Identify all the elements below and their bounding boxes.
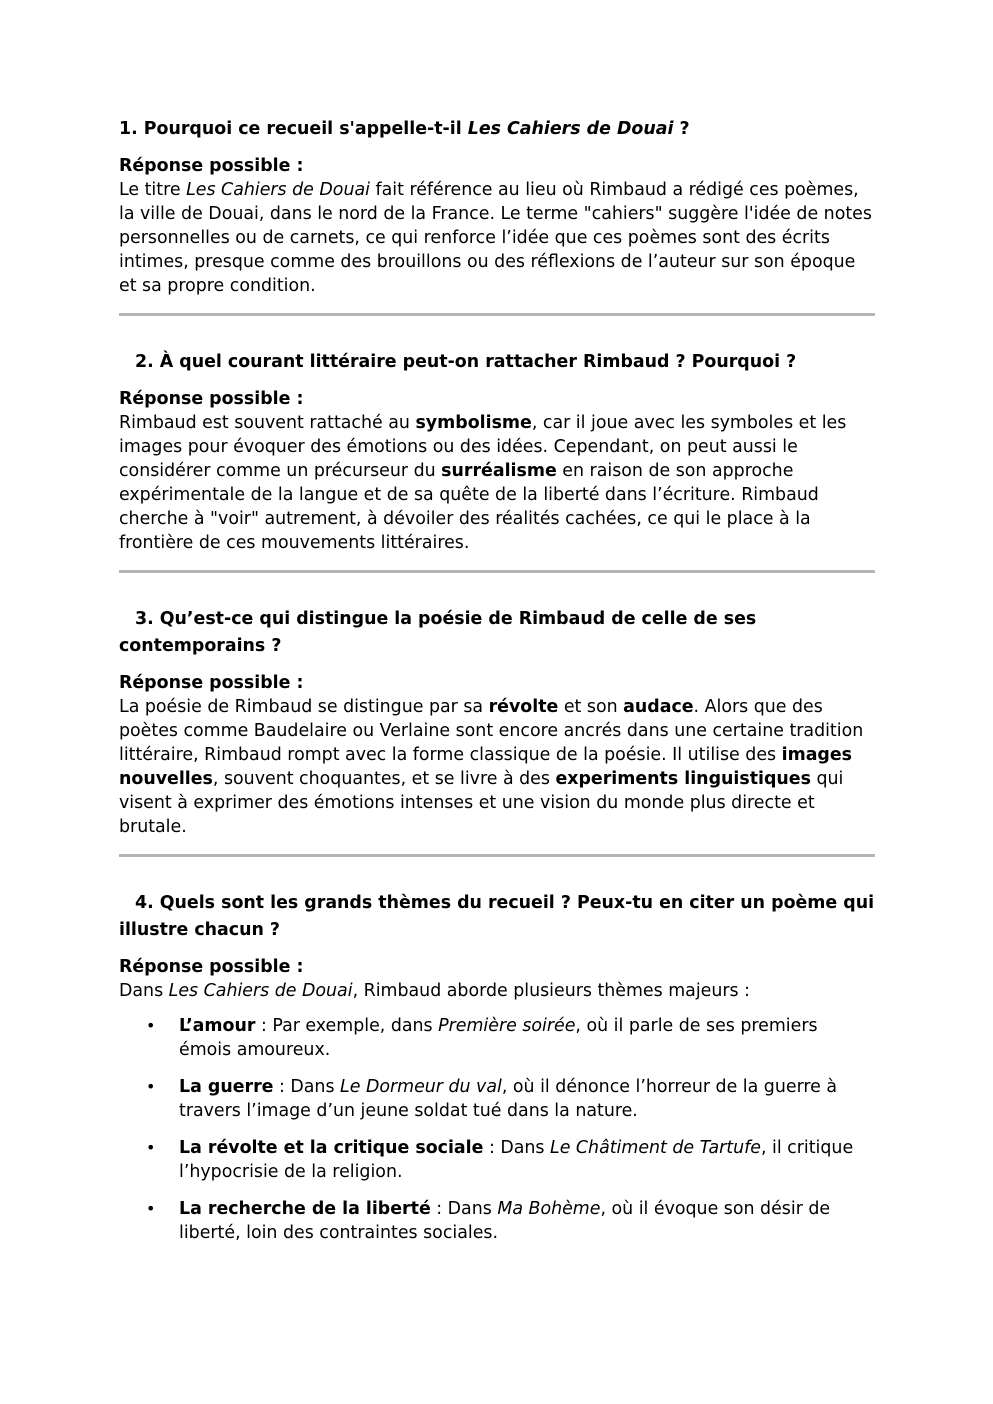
book-title: Les Cahiers de Douai — [467, 119, 674, 139]
answer-paragraph: Rimbaud est souvent rattaché au symbolisme, car il joue avec les symboles et les images pour évoquer des émotions ou des idées. Cependant, on peut aussi le considérer comme un précurseur du surréalisme en raison de son approche expérimentale de la langue et de sa quête de la liberté dans l’écriture. Rimbaud cherche à "voir" autrement, à dévoiler des réalités cachées, ce qui le place à la frontière de ces mouvements littéraires. — [119, 413, 847, 553]
document-page — [119, 116, 875, 1258]
question-section-2 — [119, 349, 875, 573]
list-item: • La révolte et la critique sociale : Dans Le Châtiment de Tartufe, il critique l’hypocrisie de la religion. — [146, 1138, 854, 1182]
question-text: ? — [673, 119, 690, 139]
keyword: révolte — [488, 697, 559, 717]
question-4-heading: 4. Quels sont les grands thèmes du recueil ? Peux-tu en citer un poème qui illustre chacun ? — [119, 893, 875, 940]
question-3-heading: 3. Qu’est-ce qui distingue la poésie de Rimbaud de celle de ses contemporains ? — [119, 609, 757, 656]
bullet-icon: • — [146, 1199, 156, 1218]
bullet-icon: • — [146, 1016, 156, 1035]
keyword: images nouvelles — [119, 745, 853, 789]
question-1-heading — [119, 116, 875, 143]
themes-list — [119, 1014, 875, 1245]
book-title: Les Cahiers de Douai — [186, 180, 370, 200]
answer-label: Réponse possible : — [119, 673, 304, 693]
bullet-icon: • — [146, 1138, 156, 1157]
question-section-4 — [119, 890, 875, 1245]
question-section-1 — [119, 116, 875, 316]
list-item: • L’amour : Par exemple, dans Première soirée, où il parle de ses premiers émois amoureux. — [146, 1016, 818, 1060]
list-item: • La guerre : Dans Le Dormeur du val, où il dénonce l’horreur de la guerre à travers l’image d’un jeune soldat tué dans la nature. — [146, 1077, 838, 1121]
keyword: surréalisme — [441, 461, 557, 481]
question-section-3 — [119, 606, 875, 857]
book-title: Les Cahiers de Douai — [168, 981, 353, 1001]
keyword: audace — [623, 697, 694, 717]
list-item: • La recherche de la liberté : Dans Ma Bohème, où il évoque son désir de liberté, loin des contraintes sociales. — [146, 1199, 831, 1243]
answer-label: Réponse possible : — [119, 957, 304, 977]
keyword: symbolisme — [415, 413, 532, 433]
answer-label: Réponse possible : — [119, 389, 304, 409]
answer-paragraph: Dans Les Cahiers de Douai, Rimbaud aborde plusieurs thèmes majeurs : — [119, 981, 750, 1001]
question-text: 1. Pourquoi ce recueil s'appelle-t-il — [119, 119, 468, 139]
answer-label: Réponse possible : — [119, 156, 304, 176]
question-2-heading: 2. À quel courant littéraire peut-on rattacher Rimbaud ? Pourquoi ? — [135, 352, 797, 372]
bullet-icon: • — [146, 1077, 156, 1096]
answer-paragraph: La poésie de Rimbaud se distingue par sa révolte et son audace. Alors que des poètes comme Baudelaire ou Verlaine sont encore ancrés dans une certaine tradition littéraire, Rimbaud rompt avec la forme classique de la poésie. Il utilise des images nouvelles, souvent choquantes, et se livre à des experiments linguistiques qui visent à exprimer des émotions intenses et une vision du monde plus directe et brutale. — [119, 697, 864, 837]
answer-paragraph: Le titre Les Cahiers de Douai fait référence au lieu où Rimbaud a rédigé ces poèmes, la ville de Douai, dans le nord de la France. Le terme "cahiers" suggère l'idée de notes personnelles ou de carnets, ce qui renforce l’idée que ces poèmes sont des écrits intimes, presque comme des brouillons ou des réflexions de l’auteur sur son époque et sa propre condition. — [119, 180, 872, 296]
keyword: experiments linguistiques — [555, 769, 811, 789]
